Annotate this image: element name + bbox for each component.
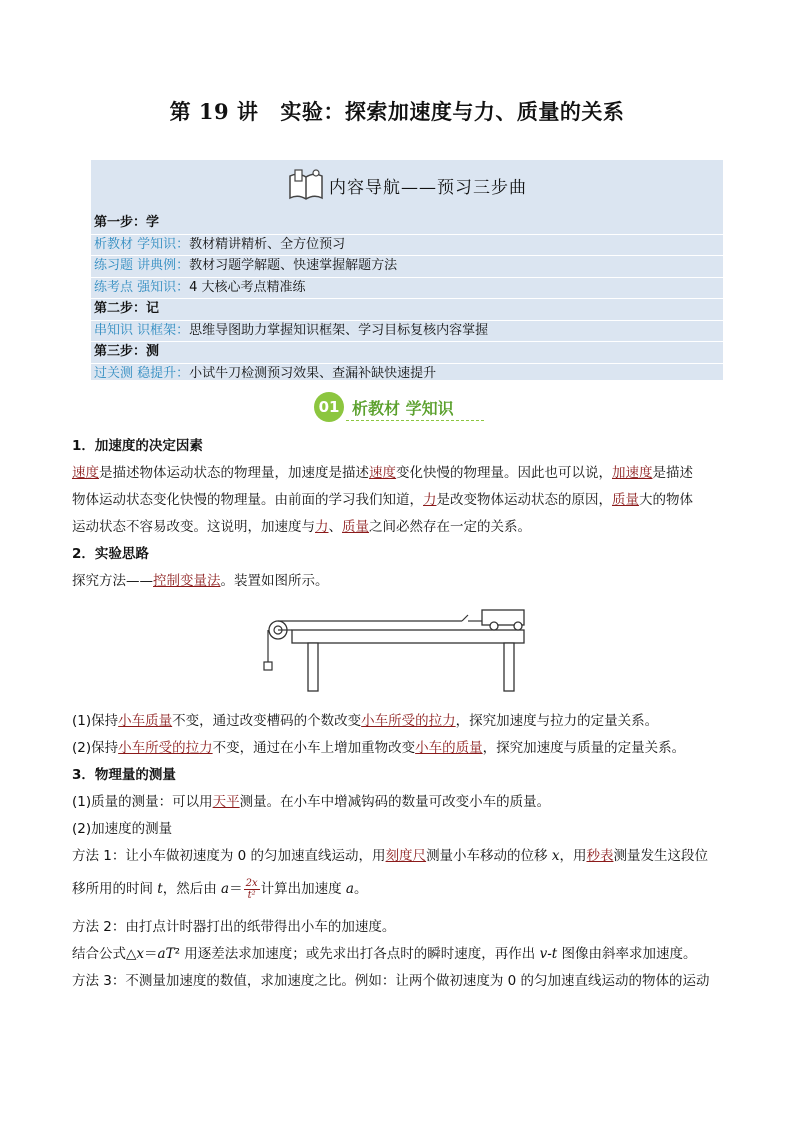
nav-step-label: 第三步：测 [94, 344, 160, 359]
paragraph-line [72, 460, 722, 487]
symbol: a [221, 881, 230, 897]
symbol: v-t [539, 946, 558, 962]
nav-row-label: 过关测 稳提升： [94, 365, 190, 381]
nav-row-label: 练考点 强知识： [94, 279, 190, 295]
open-book-icon [287, 168, 325, 202]
blank-answer: 力 [423, 492, 437, 508]
blank-answer: 控制变量法 [153, 573, 221, 589]
blank-answer: 速度 [369, 465, 396, 481]
text: 是改变物体运动状态的原因， [436, 492, 612, 508]
paragraph-line: 方法 3：不测量加速度的数值，求加速度之比。例如：让两个做初速度为 0 的匀加速直线运动的物体的运动 [72, 973, 710, 989]
symbol: a [345, 881, 354, 897]
nav-step-label: 第一步：学 [94, 215, 160, 230]
nav-row [91, 278, 723, 300]
paragraph-line: 方法 2：由打点计时器打出的纸带得出小车的加速度。 [72, 919, 396, 935]
blank-answer: 速度 [72, 465, 99, 481]
denominator: t² [247, 889, 256, 901]
text: (1)保持 [72, 713, 119, 729]
text: 变化快慢的物理量。因此也可以说， [396, 465, 612, 481]
blank-answer: 秒表 [586, 848, 614, 864]
text: 图像由斜率求加速度。 [557, 946, 697, 962]
paragraph-line [72, 568, 722, 595]
nav-row-desc: 4 大核心考点精准练 [189, 279, 306, 295]
paragraph-line [72, 514, 722, 541]
text: (2)保持 [72, 740, 119, 756]
blank-answer: 质量 [612, 492, 639, 508]
text: 物体运动状态变化快慢的物理量。由前面的学习我们知道， [72, 492, 423, 508]
nav-row [91, 321, 723, 343]
section-number-badge: 01 [314, 392, 344, 422]
nav-row [91, 364, 723, 386]
heading-2: 2．实验思路 [72, 546, 149, 562]
blank-answer: 小车质量 [118, 713, 173, 729]
symbol: t [157, 881, 163, 897]
nav-row-desc: 教材习题学解题、快速掌握解题方法 [189, 258, 398, 273]
content-navigation-box [91, 160, 723, 380]
nav-row [91, 256, 723, 278]
experiment-apparatus-figure [262, 608, 534, 694]
nav-row-desc: 小试牛刀检测预习效果、查漏补缺快速提升 [189, 365, 437, 381]
text: 之间必然存在一定的关系。 [369, 519, 531, 535]
nav-rows [91, 213, 723, 385]
symbol: x [136, 946, 145, 962]
text: 探究方法—— [72, 573, 153, 589]
text: 测量发生这段位 [613, 848, 708, 864]
text: ，然后由 [162, 881, 222, 897]
nav-row-desc: 思维导图助力掌握知识框架、学习目标复核内容掌握 [189, 322, 489, 338]
page-title [0, 96, 794, 126]
text: ，探究加速度与质量的定量关系。 [482, 740, 686, 756]
nav-header [91, 160, 723, 210]
section-underline [346, 420, 484, 421]
blank-answer: 天平 [212, 794, 240, 810]
nav-row-desc: 教材精讲精析、全方位预习 [189, 236, 346, 252]
nav-row-label: 析教材 学知识： [94, 236, 190, 252]
heading-3: 3．物理量的测量 [72, 767, 176, 783]
text: (1)质量的测量：可以用 [72, 794, 213, 810]
text: 测量小车移动的位移 [426, 848, 552, 864]
nav-row-label: 练习题 讲典例： [94, 258, 190, 273]
paragraph-line [72, 487, 722, 514]
text: 方法 1：让小车做初速度为 0 的匀加速直线运动，用 [72, 848, 386, 864]
text: 、 [328, 519, 342, 535]
paragraph-line [72, 735, 722, 762]
blank-answer: 力 [315, 519, 329, 535]
nav-row [91, 342, 723, 364]
paragraph-line [72, 941, 722, 968]
paragraph-line: (2)加速度的测量 [72, 821, 173, 837]
nav-row-label: 串知识 识框架： [94, 322, 190, 338]
text: ＝ [229, 881, 243, 897]
fraction [244, 878, 260, 901]
paragraph-line [72, 843, 722, 870]
lecture-number: 第 19 讲 [169, 99, 259, 124]
text: 不变，通过在小车上增加重物改变 [212, 740, 416, 756]
section-label: 析教材 学知识 [352, 398, 454, 418]
nav-row [91, 235, 723, 257]
text: 测量。在小车中增减钩码的数量可改变小车的质量。 [239, 794, 551, 810]
text: 计算出加速度 [260, 881, 346, 897]
nav-row [91, 299, 723, 321]
section-header [314, 391, 484, 423]
paragraph-line [72, 789, 722, 816]
lecture-topic: 实验：探索加速度与力、质量的关系 [280, 99, 625, 124]
text: 不变，通过改变槽码的个数改变 [172, 713, 362, 729]
text: 大的物体 [639, 492, 693, 508]
blank-answer: 小车所受的拉力 [118, 740, 213, 756]
nav-title: 内容导航——预习三步曲 [329, 177, 527, 198]
text: 。装置如图所示。 [220, 573, 329, 589]
blank-answer: 小车的质量 [415, 740, 483, 756]
paragraph-line [72, 876, 722, 903]
symbol: aT [157, 946, 175, 962]
nav-row [91, 213, 723, 235]
heading-1: 1．加速度的决定因素 [72, 438, 203, 454]
paragraph-line [72, 708, 722, 735]
text: 。 [353, 881, 368, 897]
blank-answer: 加速度 [612, 465, 653, 481]
blank-answer: 质量 [342, 519, 369, 535]
text: 是描述物体运动状态的物理量，加速度是描述 [99, 465, 369, 481]
blank-answer: 刻度尺 [385, 848, 427, 864]
text: 结合公式△ [72, 946, 137, 962]
text: 运动状态不容易改变。这说明，加速度与 [72, 519, 315, 535]
blank-answer: 小车所受的拉力 [361, 713, 456, 729]
text: ² 用逐差法求加速度；或先求出打各点时的瞬时速度，再作出 [174, 946, 540, 962]
nav-step-label: 第二步：记 [94, 301, 160, 316]
text: 是描述 [652, 465, 693, 481]
text: ，用 [559, 848, 587, 864]
symbol: x [551, 848, 560, 864]
text: ＝ [144, 946, 158, 962]
numerator: 2x [245, 877, 258, 889]
text: ，探究加速度与拉力的定量关系。 [455, 713, 659, 729]
text: 移所用的时间 [72, 881, 158, 897]
